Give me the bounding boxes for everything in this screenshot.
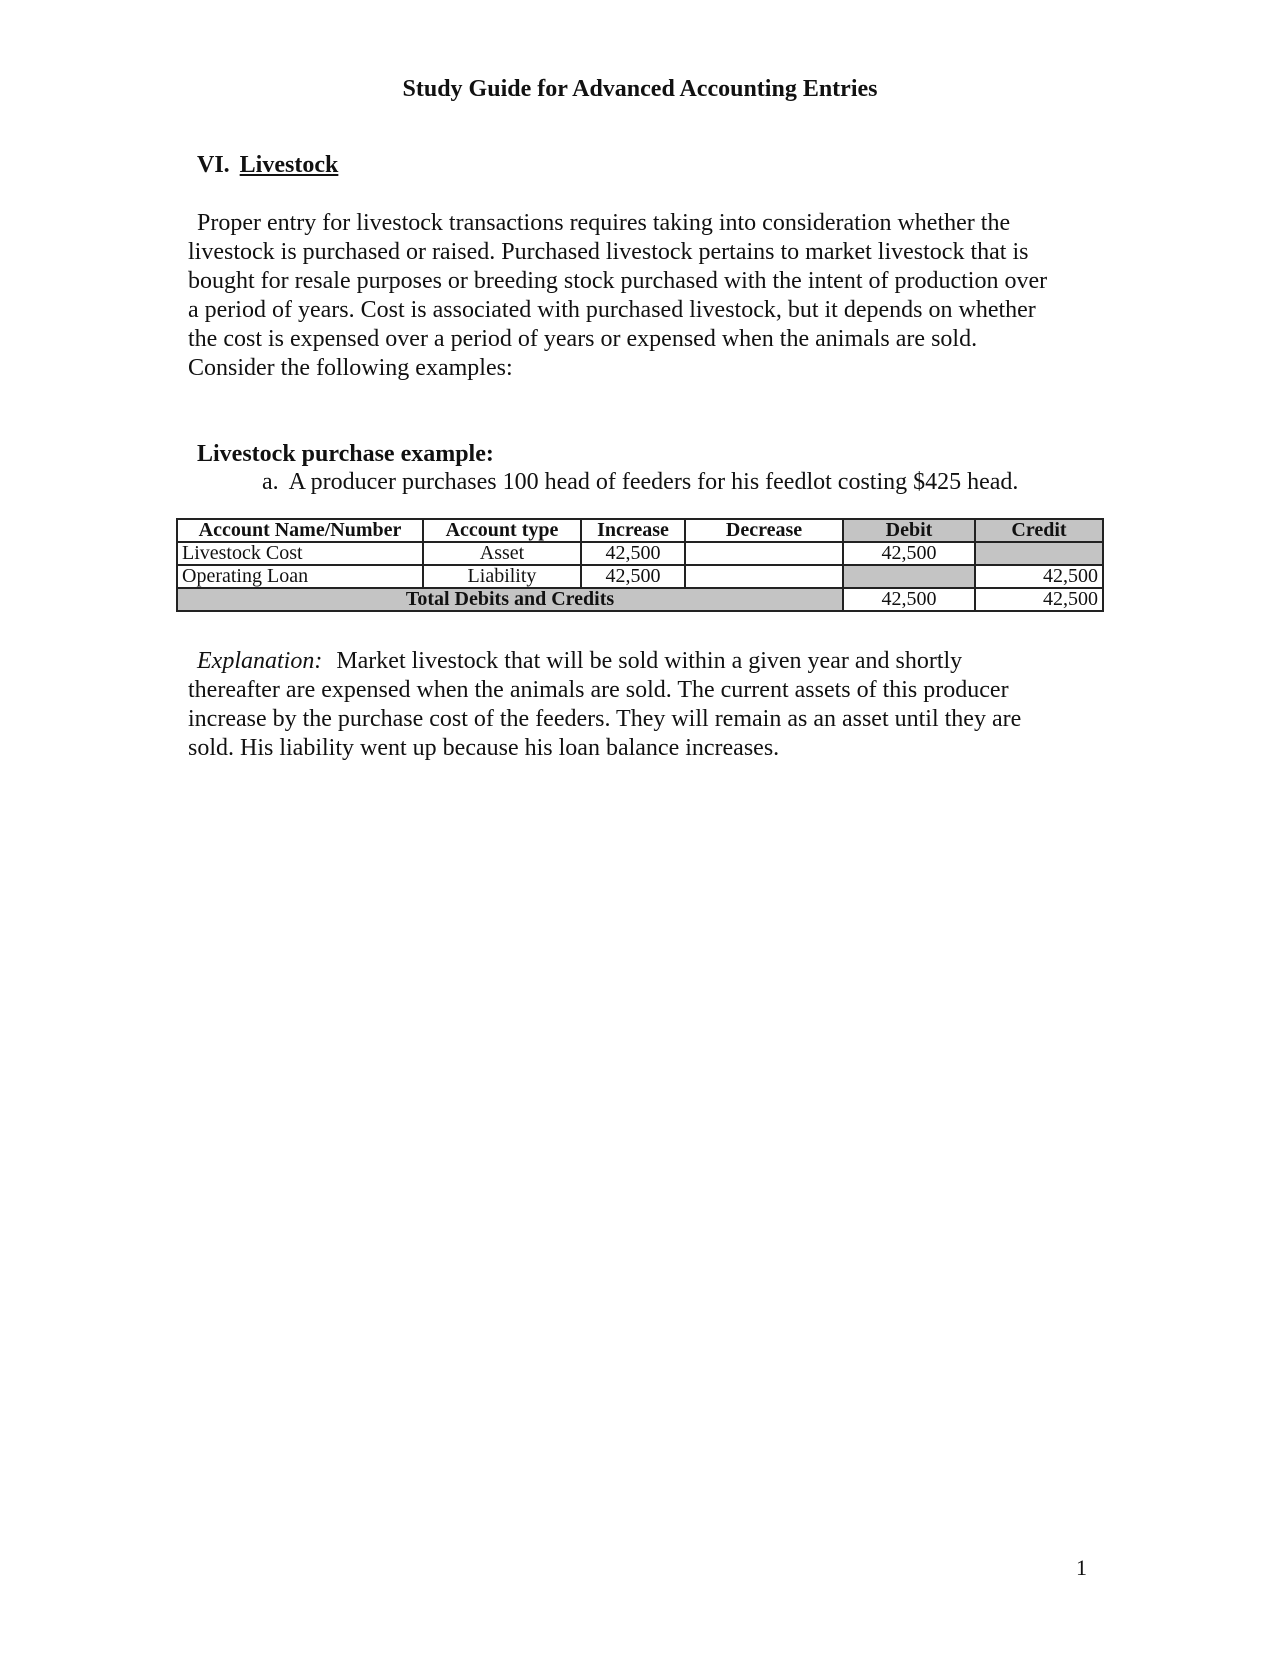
cell-debit: 42,500 [843,542,975,565]
intro-line: Consider the following examples: [188,355,513,381]
header-credit: Credit [975,519,1103,542]
example-item-marker: a. [262,469,279,495]
section-number: VI. [197,152,230,178]
explanation-line: increase by the purchase cost of the feeders. They will remain as an asset until they are [188,706,1022,732]
header-increase: Increase [581,519,685,542]
intro-line: a period of years. Cost is associated with purchased livestock, but it depends on whether [188,297,1036,323]
explanation-paragraph [188,647,1118,763]
explanation-label: Explanation: [197,648,323,674]
intro-paragraph [188,209,1128,383]
document-title: Study Guide for Advanced Accounting Entries [402,76,878,102]
table-header-row [177,519,1103,542]
header-debit: Debit [843,519,975,542]
table-row [177,542,1103,565]
explanation-line: Market livestock that will be sold within a given year and shortly [336,648,963,674]
cell-type: Asset [423,542,581,565]
total-label: Total Debits and Credits [177,588,843,611]
cell-increase: 42,500 [581,542,685,565]
explanation-line: sold. His liability went up because his loan balance increases. [188,735,780,761]
journal-entry-table [176,518,1104,612]
example-item-text: A producer purchases 100 head of feeders for his feedlot costing $425 head. [288,469,1019,495]
cell-decrease [685,565,843,588]
intro-line: bought for resale purposes or breeding stock purchased with the intent of production over [188,268,1048,294]
cell-debit [843,565,975,588]
cell-credit: 42,500 [975,565,1103,588]
cell-credit [975,542,1103,565]
explanation-line: thereafter are expensed when the animals are sold. The current assets of this producer [188,677,1009,703]
cell-increase: 42,500 [581,565,685,588]
intro-line: Proper entry for livestock transactions requires taking into consideration whether the [197,210,1011,236]
header-account-name: Account Name/Number [177,519,423,542]
section-title: Livestock [239,152,339,178]
header-account-type: Account type [423,519,581,542]
page-number: 1 [1076,1555,1087,1580]
cell-decrease [685,542,843,565]
total-debit: 42,500 [843,588,975,611]
cell-type: Liability [423,565,581,588]
header-decrease: Decrease [685,519,843,542]
table-row [177,565,1103,588]
example-heading: Livestock purchase example: [197,441,494,467]
section-heading [197,150,338,180]
cell-account: Livestock Cost [177,542,423,565]
total-credit: 42,500 [975,588,1103,611]
intro-line: livestock is purchased or raised. Purchased livestock pertains to market livestock that is [188,239,1029,265]
table-total-row [177,588,1103,611]
cell-account: Operating Loan [177,565,423,588]
intro-line: the cost is expensed over a period of years or expensed when the animals are sold. [188,326,978,352]
example-item [262,467,1018,497]
